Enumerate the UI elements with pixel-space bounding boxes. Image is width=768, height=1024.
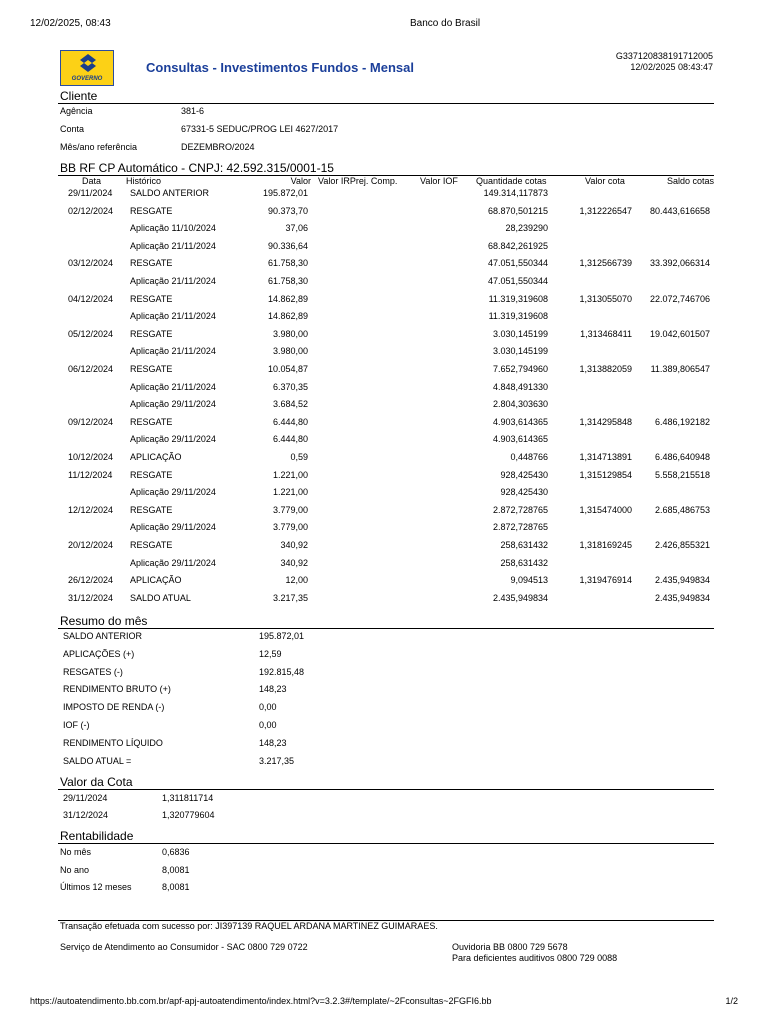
fund-row-historico: Aplicação 29/11/2024 <box>130 399 216 410</box>
resumo-value: 148,23 <box>259 684 287 695</box>
fund-row-quantidade: 28,239290 <box>505 223 548 234</box>
cliente-heading: Cliente <box>60 89 98 103</box>
col-quantidade: Quantidade cotas <box>476 176 547 186</box>
col-saldo-cotas: Saldo cotas <box>666 176 714 186</box>
col-iof: Valor IOF <box>420 176 458 186</box>
fund-row-saldo: 19.042,601507 <box>649 328 710 339</box>
fund-row-quantidade: 3.030,145199 <box>492 346 548 357</box>
fund-row-valor-cota: 1,312566739 <box>579 258 632 269</box>
resumo-label: RENDIMENTO BRUTO (+) <box>63 684 171 695</box>
fund-row-valor: 340,92 <box>280 557 308 568</box>
valor-cota-divider <box>58 789 714 790</box>
fund-row-historico: Aplicação 21/11/2024 <box>130 276 216 286</box>
valor-cota-value: 1,311811714 <box>162 793 214 803</box>
fund-row-quantidade: 7.652,794960 <box>492 364 548 374</box>
rentabilidade-divider <box>58 843 714 844</box>
fund-row-saldo: 2.435,949834 <box>654 592 710 603</box>
fund-row-data: 26/12/2024 <box>68 575 114 586</box>
fund-row-quantidade: 258,631432 <box>500 557 548 568</box>
fund-row-quantidade: 4.903,614365 <box>492 434 548 445</box>
fund-row-quantidade: 47.051,550344 <box>487 258 548 269</box>
cliente-value: 381-6 <box>181 106 205 116</box>
fund-row-saldo: 6.486,640948 <box>654 452 710 462</box>
document-timestamp: 12/02/2025 08:43:47 <box>630 62 713 72</box>
resumo-label: IMPOSTO DE RENDA (-) <box>63 702 165 713</box>
fund-row-historico: Aplicação 21/11/2024 <box>130 240 216 251</box>
fund-row-valor-cota: 1,314713891 <box>579 452 632 462</box>
fund-row-quantidade: 4.848,491330 <box>492 381 548 392</box>
fund-row-saldo: 5.558,215518 <box>654 469 710 480</box>
fund-row-valor: 3.217,35 <box>272 592 308 603</box>
fund-row-data: 04/12/2024 <box>68 293 114 304</box>
fund-row-saldo: 33.392,066314 <box>649 258 710 269</box>
fund-row-historico: RESGATE <box>130 205 173 216</box>
valor-cota-heading: Valor da Cota <box>60 775 133 789</box>
fund-row-data: 12/12/2024 <box>68 504 114 515</box>
fund-row-saldo: 6.486,192182 <box>654 416 710 427</box>
cliente-label: Agência <box>60 106 93 116</box>
fund-row-valor: 195.872,01 <box>262 188 308 198</box>
resumo-value: 3.217,35 <box>259 755 295 766</box>
resumo-value: 148,23 <box>259 737 287 748</box>
fund-row-valor-cota: 1,318169245 <box>579 540 632 550</box>
col-valor: Valor <box>290 176 311 186</box>
fund-row-valor-cota: 1,313055070 <box>579 293 632 304</box>
document-title: Consultas - Investimentos Fundos - Mensal <box>146 60 414 75</box>
fund-row-quantidade: 928,425430 <box>500 487 548 498</box>
fund-row-historico: RESGATE <box>130 469 173 480</box>
resumo-label: APLICAÇÕES (+) <box>63 648 135 659</box>
fund-row-valor: 0,59 <box>290 452 308 462</box>
fund-row-valor-cota: 1,312226547 <box>579 205 632 216</box>
col-historico: Histórico <box>126 176 162 186</box>
fund-row-valor: 3.980,00 <box>272 346 308 357</box>
rentabilidade-label: No ano <box>60 864 90 875</box>
valor-cota-value: 1,320779604 <box>162 810 215 820</box>
fund-row-historico: RESGATE <box>130 540 173 550</box>
fund-row-historico: RESGATE <box>130 258 173 269</box>
fund-row-quantidade: 47.051,550344 <box>487 276 548 286</box>
fund-row-data: 20/12/2024 <box>68 540 114 550</box>
cliente-value: DEZEMBRO/2024 <box>181 142 255 152</box>
resumo-value: 0,00 <box>259 702 277 713</box>
fund-title: BB RF CP Automático - CNPJ: 42.592.315/0001-15 <box>60 161 334 175</box>
fund-row-quantidade: 2.872,728765 <box>492 522 548 533</box>
print-page-number: 1/2 <box>725 996 738 1006</box>
fund-row-historico: APLICAÇÃO <box>130 452 182 462</box>
resumo-label: SALDO ATUAL = <box>63 755 132 766</box>
valor-cota-date: 29/11/2024 <box>63 793 108 803</box>
fund-row-valor-cota: 1,314295848 <box>579 416 632 427</box>
fund-row-data: 29/11/2024 <box>68 188 113 198</box>
fund-row-quantidade: 0,448766 <box>510 452 548 462</box>
fund-row-valor: 61.758,30 <box>267 276 308 286</box>
fund-row-historico: RESGATE <box>130 416 173 427</box>
fund-row-valor: 10.054,87 <box>267 364 308 374</box>
fund-row-valor-cota: 1,315129854 <box>579 469 632 480</box>
fund-row-valor: 14.862,89 <box>267 293 308 304</box>
fund-row-valor-cota: 1,319476914 <box>579 575 632 586</box>
footer-sac: Serviço de Atendimento ao Consumidor - SAC 0800 729 0722 <box>60 942 308 952</box>
fund-row-valor: 6.444,80 <box>272 416 308 427</box>
fund-row-historico: Aplicação 29/11/2024 <box>130 487 216 498</box>
fund-row-valor-cota: 1,313882059 <box>579 364 632 374</box>
bb-logo-icon <box>80 54 96 72</box>
fund-row-data: 05/12/2024 <box>68 328 114 339</box>
col-valor-cota: Valor cota <box>585 176 625 186</box>
cliente-value: 67331-5 SEDUC/PROG LEI 4627/2017 <box>181 124 339 134</box>
fund-row-historico: SALDO ANTERIOR <box>130 188 210 198</box>
fund-row-historico: APLICAÇÃO <box>130 575 182 586</box>
footer-deficientes: Para deficientes auditivos 0800 729 0088 <box>452 953 618 963</box>
fund-row-data: 06/12/2024 <box>68 364 114 374</box>
fund-row-quantidade: 2.872,728765 <box>492 504 548 515</box>
fund-row-saldo: 11.389,806547 <box>650 364 710 374</box>
fund-row-data: 02/12/2024 <box>68 205 114 216</box>
fund-row-data: 11/12/2024 <box>68 469 113 480</box>
fund-row-valor: 6.370,35 <box>272 381 308 392</box>
fund-row-historico: SALDO ATUAL <box>130 592 191 603</box>
rentabilidade-label: Últimos 12 meses <box>60 882 132 892</box>
cliente-label: Mês/ano referência <box>60 142 138 152</box>
fund-row-quantidade: 11.319,319608 <box>488 293 548 304</box>
resumo-value: 12,59 <box>259 648 282 659</box>
footer-ouvidoria: Ouvidoria BB 0800 729 5678 <box>452 942 568 952</box>
document-code: G337120838191712005 <box>615 51 713 61</box>
fund-row-data: 03/12/2024 <box>68 258 114 269</box>
print-url[interactable]: https://autoatendimento.bb.com.br/apf-apj-autoatendimento/index.html?v=3.2.3#/template/~2Fconsultas~2FGFI6.bb <box>30 996 492 1006</box>
rentabilidade-heading: Rentabilidade <box>60 829 134 843</box>
bb-logo <box>60 50 114 86</box>
resumo-value: 192.815,48 <box>259 666 305 677</box>
fund-row-valor: 61.758,30 <box>267 258 308 269</box>
resumo-value: 195.872,01 <box>259 631 305 641</box>
col-irprej: Valor IRPrej. Comp. <box>318 176 398 186</box>
fund-row-historico: Aplicação 11/10/2024 <box>130 223 216 234</box>
fund-row-valor: 37,06 <box>285 223 308 234</box>
resumo-label: RESGATES (-) <box>63 666 123 677</box>
fund-row-data: 09/12/2024 <box>68 416 114 427</box>
rentabilidade-label: No mês <box>60 847 92 857</box>
resumo-value: 0,00 <box>259 720 277 730</box>
rentabilidade-value: 0,6836 <box>162 847 190 857</box>
fund-row-historico: Aplicação 21/11/2024 <box>130 311 216 322</box>
resumo-label: SALDO ANTERIOR <box>63 631 143 641</box>
resumo-label: RENDIMENTO LÍQUIDO <box>63 737 163 748</box>
fund-row-valor: 3.980,00 <box>272 328 308 339</box>
fund-row-saldo: 2.685,486753 <box>654 504 710 515</box>
fund-row-data: 31/12/2024 <box>68 592 114 603</box>
fund-row-historico: Aplicação 21/11/2024 <box>130 346 216 357</box>
print-site-title: Banco do Brasil <box>410 18 481 29</box>
fund-row-quantidade: 68.870,501215 <box>487 205 548 216</box>
fund-row-valor: 14.862,89 <box>267 311 308 322</box>
fund-row-valor: 3.684,52 <box>272 399 308 410</box>
fund-row-valor: 340,92 <box>280 540 308 550</box>
resumo-label: IOF (-) <box>63 720 90 730</box>
fund-row-quantidade: 9,094513 <box>510 575 548 586</box>
fund-row-quantidade: 258,631432 <box>500 540 548 550</box>
cliente-divider <box>58 103 714 104</box>
resumo-divider <box>58 628 714 629</box>
fund-row-valor: 90.336,64 <box>267 240 308 251</box>
fund-row-valor: 3.779,00 <box>272 522 308 533</box>
fund-row-historico: RESGATE <box>130 328 173 339</box>
fund-row-quantidade: 149.314,117873 <box>483 188 548 198</box>
fund-row-quantidade: 68.842,261925 <box>487 240 548 251</box>
fund-row-historico: Aplicação 29/11/2024 <box>130 522 216 533</box>
col-data: Data <box>82 176 102 186</box>
fund-row-valor: 6.444,80 <box>272 434 308 445</box>
fund-row-quantidade: 2.804,303630 <box>492 399 548 410</box>
fund-row-historico: RESGATE <box>130 504 173 515</box>
fund-row-valor-cota: 1,313468411 <box>580 328 632 339</box>
logo-label: GOVERNO <box>71 76 103 82</box>
fund-row-valor-cota: 1,315474000 <box>579 504 632 515</box>
fund-row-valor: 1.221,00 <box>272 469 308 480</box>
fund-row-quantidade: 4.903,614365 <box>492 416 548 427</box>
fund-row-quantidade: 928,425430 <box>500 469 548 480</box>
fund-row-historico: Aplicação 21/11/2024 <box>130 381 216 392</box>
resumo-heading: Resumo do mês <box>60 614 148 628</box>
fund-row-historico: Aplicação 29/11/2024 <box>130 434 216 445</box>
fund-row-saldo: 2.435,949834 <box>654 575 710 586</box>
cliente-label: Conta <box>60 124 85 134</box>
fund-row-historico: Aplicação 29/11/2024 <box>130 557 216 568</box>
fund-row-historico: RESGATE <box>130 364 173 374</box>
rentabilidade-value: 8,0081 <box>162 882 190 892</box>
fund-row-valor: 3.779,00 <box>272 504 308 515</box>
fund-row-valor: 90.373,70 <box>267 205 308 216</box>
fund-row-historico: RESGATE <box>130 293 173 304</box>
print-datetime: 12/02/2025, 08:43 <box>30 18 111 29</box>
fund-row-saldo: 2.426,855321 <box>654 540 710 550</box>
fund-row-quantidade: 11.319,319608 <box>488 311 548 322</box>
fund-row-valor: 12,00 <box>285 575 308 586</box>
footer-transacao: Transação efetuada com sucesso por: JI397139 RAQUEL ARDANA MARTINEZ GUIMARAES. <box>60 921 438 931</box>
fund-row-data: 10/12/2024 <box>68 452 114 462</box>
fund-row-quantidade: 2.435,949834 <box>492 592 548 603</box>
fund-row-saldo: 80.443,616658 <box>649 205 710 216</box>
fund-row-quantidade: 3.030,145199 <box>492 328 548 339</box>
fund-row-valor: 1.221,00 <box>272 487 308 498</box>
rentabilidade-value: 8,0081 <box>162 864 190 875</box>
fund-row-saldo: 22.072,746706 <box>649 293 710 304</box>
valor-cota-date: 31/12/2024 <box>63 810 109 820</box>
